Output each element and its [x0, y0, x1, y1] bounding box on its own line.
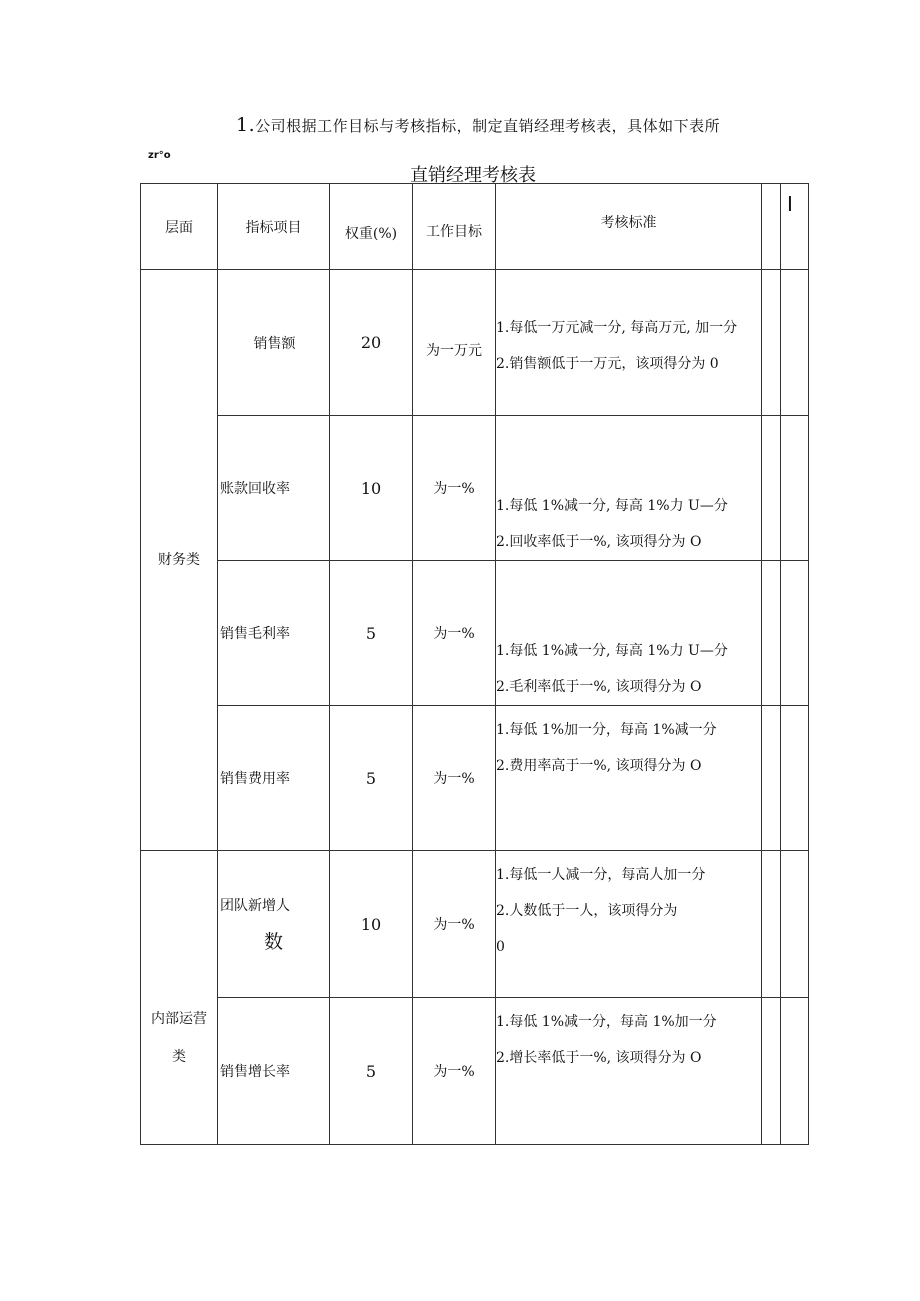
item-cell: 账款回收率 — [218, 416, 330, 561]
criteria-cell — [496, 706, 762, 851]
table-row — [141, 851, 809, 998]
table-row — [141, 706, 809, 851]
item-line-1: 团队新增人 — [220, 898, 290, 914]
criteria-line-2: 2.人数低于一人，该项得分为 — [496, 903, 678, 919]
weight-cell: 5 — [330, 706, 413, 851]
item-cell: 销售额 — [218, 270, 330, 416]
extra-cell — [781, 851, 809, 998]
criteria-line-2: 2.回收率低于一%, 该项得分为 O — [496, 534, 702, 550]
item-cell: 销售毛利率 — [218, 561, 330, 706]
table-row — [141, 416, 809, 561]
criteria-line-1: 1.每低 1%减一分, 每高 1%力 U—分 — [496, 643, 728, 659]
extra-cell — [762, 561, 781, 706]
target-cell: 为一% — [413, 416, 496, 561]
stray-text: zr°o — [148, 150, 171, 161]
intro-paragraph — [236, 114, 720, 136]
extra-cell — [762, 416, 781, 561]
extra-cell — [762, 851, 781, 998]
criteria-line-2: 2.费用率高于一%, 该项得分为 O — [496, 758, 702, 774]
group-operations-line-1: 内部运营 — [151, 1010, 207, 1027]
header-item: 指标项目 — [218, 184, 330, 270]
extra-cell — [781, 998, 809, 1145]
item-line-2: 数 — [264, 931, 284, 953]
header-extra-1 — [762, 184, 781, 270]
item-cell: 销售增长率 — [218, 998, 330, 1145]
table-row — [141, 561, 809, 706]
extra-cell — [762, 706, 781, 851]
criteria-line-1: 1.每低 1%加一分，每高 1%减一分 — [496, 722, 717, 738]
extra-cell — [762, 998, 781, 1145]
header-row — [141, 184, 809, 270]
weight-cell: 10 — [330, 416, 413, 561]
criteria-cell — [496, 561, 762, 706]
header-weight: 权重(%) — [330, 184, 413, 270]
target-cell: 为一% — [413, 706, 496, 851]
extra-cell — [781, 561, 809, 706]
criteria-line-1: 1.每低 1%减一分, 每高 1%力 U—分 — [496, 498, 728, 514]
intro-text: 公司根据工作目标与考核指标，制定直销经理考核表，具体如下表所 — [255, 117, 721, 135]
criteria-line-1: 1.每低 1%减一分，每高 1%加一分 — [496, 1014, 717, 1030]
criteria-line-2: 2.销售额低于一万元，该项得分为 0 — [496, 355, 719, 372]
header-criteria: 考核标准 — [496, 184, 762, 270]
item-cell: 销售费用率 — [218, 706, 330, 851]
criteria-line-2: 2.毛利率低于一%, 该项得分为 O — [496, 679, 702, 695]
weight-cell: 10 — [330, 851, 413, 998]
extra-cell — [781, 270, 809, 416]
target-cell: 为一万元 — [413, 270, 496, 416]
weight-cell: 5 — [330, 998, 413, 1145]
criteria-cell — [496, 416, 762, 561]
header-level: 层面 — [141, 184, 218, 270]
weight-cell: 5 — [330, 561, 413, 706]
assessment-table — [140, 183, 809, 1145]
group-operations — [141, 851, 218, 1145]
criteria-line-1: 1.每低一万元减一分, 每高万元, 加一分 — [496, 319, 738, 336]
extra-cell — [762, 270, 781, 416]
criteria-line-1: 1.每低一人减一分，每高人加一分 — [496, 867, 706, 883]
criteria-line-2: 2.增长率低于一%, 该项得分为 O — [496, 1050, 702, 1066]
table-row — [141, 270, 809, 416]
header-target: 工作目标 — [413, 184, 496, 270]
extra-cell — [781, 706, 809, 851]
target-cell: 为一% — [413, 851, 496, 998]
extra-cell — [781, 416, 809, 561]
item-cell — [218, 851, 330, 998]
intro-number: 1. — [236, 114, 256, 136]
criteria-cell — [496, 851, 762, 998]
header-extra-mark: I — [781, 184, 809, 270]
weight-cell: 20 — [330, 270, 413, 416]
criteria-cell — [496, 270, 762, 416]
group-operations-line-2: 类 — [172, 1048, 186, 1065]
group-finance: 财务类 — [141, 270, 218, 851]
criteria-cell — [496, 998, 762, 1145]
table-title: 直销经理考核表 — [410, 165, 536, 186]
target-cell: 为一% — [413, 561, 496, 706]
table-row — [141, 998, 809, 1145]
target-cell: 为一% — [413, 998, 496, 1145]
criteria-line-3: 0 — [496, 939, 505, 955]
